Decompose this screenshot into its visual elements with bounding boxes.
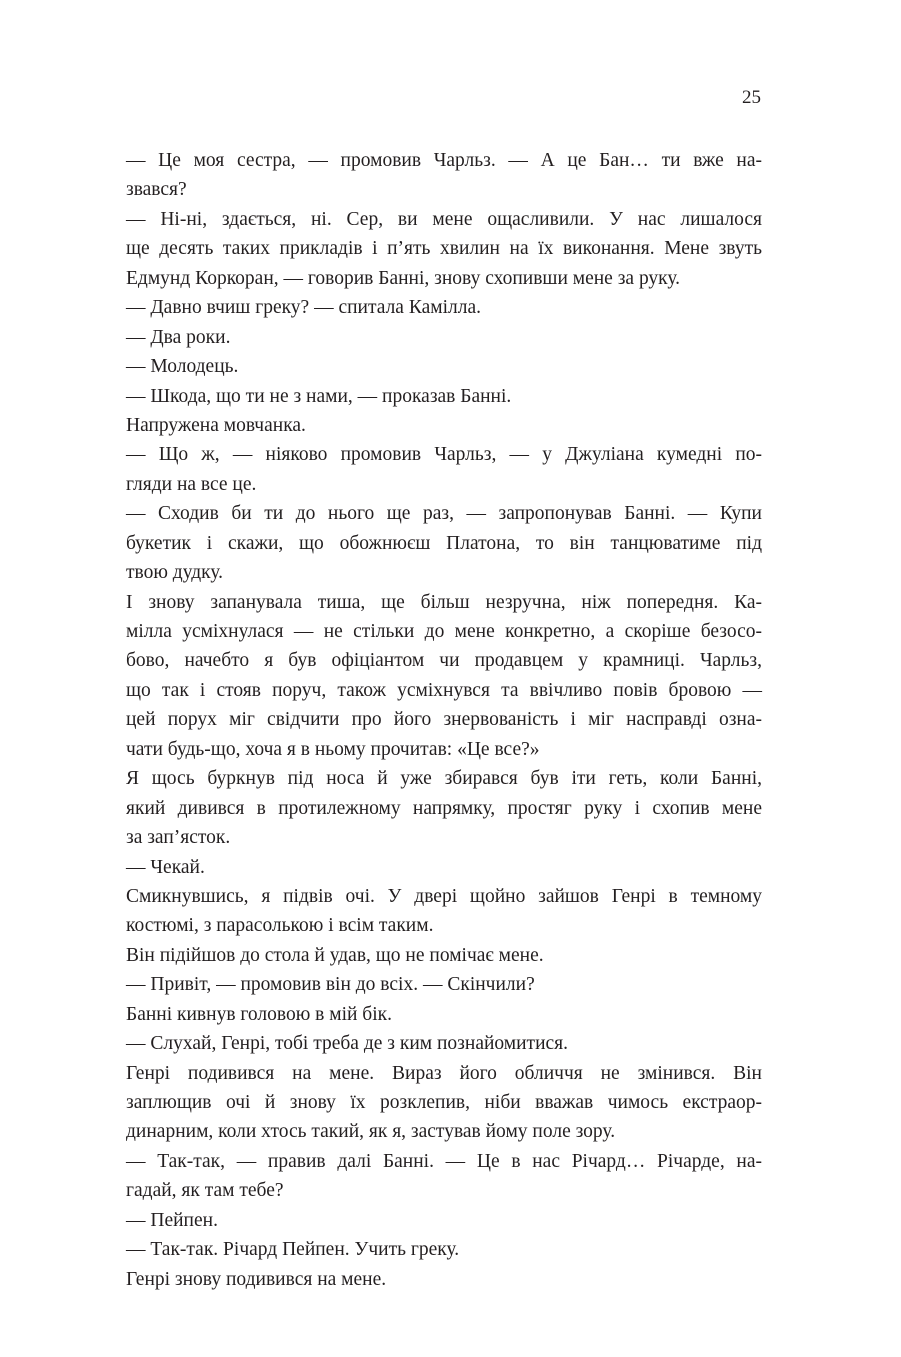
- text-line: — Два роки.: [126, 326, 231, 348]
- text-line: Едмунд Коркоран, — говорив Банні, знову схопивши мене за руку.: [126, 267, 681, 289]
- text-line: який дивився в протилежному напрямку, простяг руку і схопив мене: [126, 797, 762, 819]
- page-number: 25: [742, 87, 761, 108]
- text-line: ще десять таких прикладів і п’ять хвилин на їх виконання. Мене звуть: [126, 238, 762, 260]
- text-line: мілла усміхнулася — не стільки до мене конкретно, а скоріше безосо-: [126, 621, 762, 642]
- text-line: Генрі знову подивився на мене.: [126, 1268, 387, 1290]
- text-line: — Чекай.: [126, 856, 205, 878]
- text-line: костюмі, з парасолькою і всім таким.: [126, 915, 434, 937]
- text-line: — Давно вчиш греку? — спитала Камілла.: [126, 297, 481, 319]
- text-line: Він підійшов до стола й удав, що не помічає мене.: [126, 944, 544, 966]
- text-line: за зап’ясток.: [126, 827, 231, 849]
- text-line: — Ні-ні, здається, ні. Сер, ви мене ощасливили. У нас лишалося: [126, 208, 762, 230]
- text-line: — Так-так, — правив далі Банні. — Це в нас Річард… Річарде, на-: [126, 1150, 762, 1172]
- text-line: Я щось буркнув під носа й уже збирався був іти геть, коли Банні,: [126, 768, 762, 790]
- text-line: чати будь-що, хоча я в ньому прочитав: «Це все?»: [126, 738, 540, 760]
- text-line: гляди на все це.: [126, 473, 257, 495]
- text-line: — Що ж, — ніяково промовив Чарльз, — у Джуліана кумедні по-: [126, 444, 762, 466]
- text-line: заплющив очі й знову їх розклепив, ніби вважав чимось екстраор-: [126, 1092, 762, 1113]
- text-line: цей порух міг свідчити про його знервованість і міг насправді озна-: [126, 709, 762, 731]
- text-line: — Слухай, Генрі, тобі треба де з ким познайомитися.: [126, 1033, 569, 1055]
- text-line: Смикнувшись, я підвів очі. У двері щойно зайшов Генрі в темному: [126, 885, 762, 907]
- text-line: — Це моя сестра, — промовив Чарльз. — А це Бан… ти вже на-: [126, 150, 762, 171]
- text-line: Напружена мовчанка.: [126, 414, 306, 436]
- text-line: твою дудку.: [126, 562, 224, 584]
- text-line: бово, начебто я був офіціантом чи продавцем у крамниці. Чарльз,: [126, 650, 762, 672]
- text-line: — Молодець.: [126, 356, 239, 378]
- text-line: — Так-так. Річард Пейпен. Учить греку.: [126, 1239, 460, 1261]
- text-line: — Привіт, — промовив він до всіх. — Скінчили?: [126, 974, 535, 996]
- text-line: Генрі подивився на мене. Вираз його обличчя не змінився. Він: [126, 1062, 762, 1084]
- body-text: [126, 146, 762, 1294]
- text-line: Банні кивнув головою в мій бік.: [126, 1003, 392, 1025]
- text-line: — Сходив би ти до нього ще раз, — запропонував Банні. — Купи: [126, 503, 762, 525]
- text-line: — Пейпен.: [126, 1209, 218, 1231]
- text-line: — Шкода, що ти не з нами, — проказав Банні.: [126, 385, 512, 407]
- text-line: що так і стояв поруч, також усміхнувся та ввічливо повів бровою —: [126, 679, 762, 701]
- text-line: звався?: [126, 179, 187, 201]
- text-line: динарним, коли хтось такий, як я, застував йому поле зору.: [126, 1121, 616, 1143]
- text-line: І знову запанувала тиша, ще більш незручна, ніж попередня. Ка-: [126, 591, 762, 613]
- text-line: гадай, як там тебе?: [126, 1180, 284, 1202]
- text-line: букетик і скажи, що обожнюєш Платона, то він танцюватиме під: [126, 532, 762, 554]
